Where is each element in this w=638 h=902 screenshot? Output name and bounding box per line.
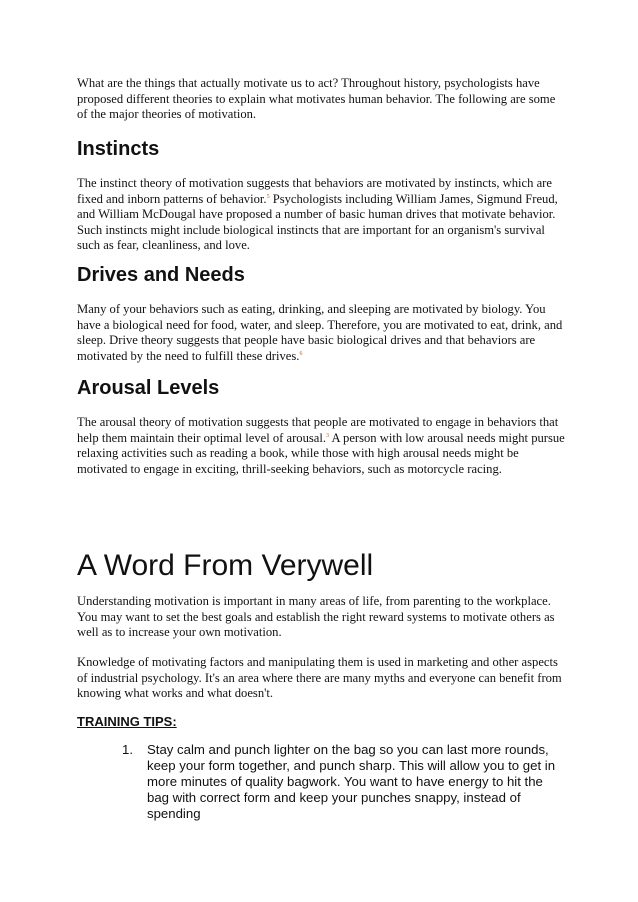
- instincts-paragraph: [77, 176, 567, 254]
- reference-3[interactable]: 3: [326, 432, 330, 439]
- intro-paragraph: What are the things that actually motivate us to act? Throughout history, psychologists have proposed different theories to explain what motivates human behavior. The following are some of the major theories of motivation.: [77, 76, 556, 122]
- instincts-text: The instinct theory of motivation suggests that behaviors are motivated by instincts, which are fixed and inborn patterns of behavior.: [77, 176, 552, 206]
- verywell-paragraph-2: Knowledge of motivating factors and manipulating them is used in marketing and other aspects of industrial psychology. It's an area where there are many myths and everyone can benefit from knowing what works and what doesn't.: [77, 655, 562, 701]
- verywell-paragraph-1: Understanding motivation is important in many areas of life, from parenting to the workplace. You may want to set the best goals and establish the right reward systems to motivate others as well as to increase your own motivation.: [77, 594, 555, 640]
- heading-drives-and-needs: Drives and Needs: [77, 264, 245, 286]
- heading-instincts: Instincts: [77, 138, 160, 160]
- heading-arousal-levels: Arousal Levels: [77, 377, 220, 399]
- reference-5[interactable]: 5: [266, 193, 270, 200]
- arousal-paragraph: [77, 415, 567, 477]
- training-tips-heading: TRAINING TIPS:: [77, 714, 177, 729]
- list-item-number: 1.: [122, 742, 133, 757]
- drives-paragraph: [77, 302, 567, 364]
- arousal-text: The arousal theory of motivation suggests that people are motivated to engage in behaviors that help them maintain their optimal level of arousal.: [77, 415, 559, 445]
- list-item-text: Stay calm and punch lighter on the bag so you can last more rounds, keep your form together, and punch sharp. This will allow you to get in more minutes of quality bagwork. You want to have energy to hit the bag with correct form and keep your punches snappy, instead of spending: [147, 742, 556, 821]
- instincts-text-continued: Psychologists including William James, Sigmund Freud, and William McDougal have proposed a number of basic human drives that motivate behavior. Such instincts might include biological instincts that are important for an organism's survival such as fear, cleanliness, and love.: [77, 191, 558, 253]
- drives-text: Many of your behaviors such as eating, drinking, and sleeping are motivated by biology. You have a biological need for food, water, and sleep. Therefore, you are motivated to eat, drink, and sleep. Drive theory suggests that people have basic biological drives and that behaviors are motivated by the need to fulfill these drives.: [77, 302, 563, 363]
- training-tips-list: [122, 742, 567, 821]
- reference-6[interactable]: 6: [299, 350, 303, 357]
- arousal-text-continued: A person with low arousal needs might pursue relaxing activities such as reading a book, while those with high arousal needs might be motivated to engage in exciting, thrill-seeking behaviors, such as motorcycle racing.: [77, 430, 565, 476]
- heading-a-word-from-verywell: A Word From Verywell: [77, 549, 374, 582]
